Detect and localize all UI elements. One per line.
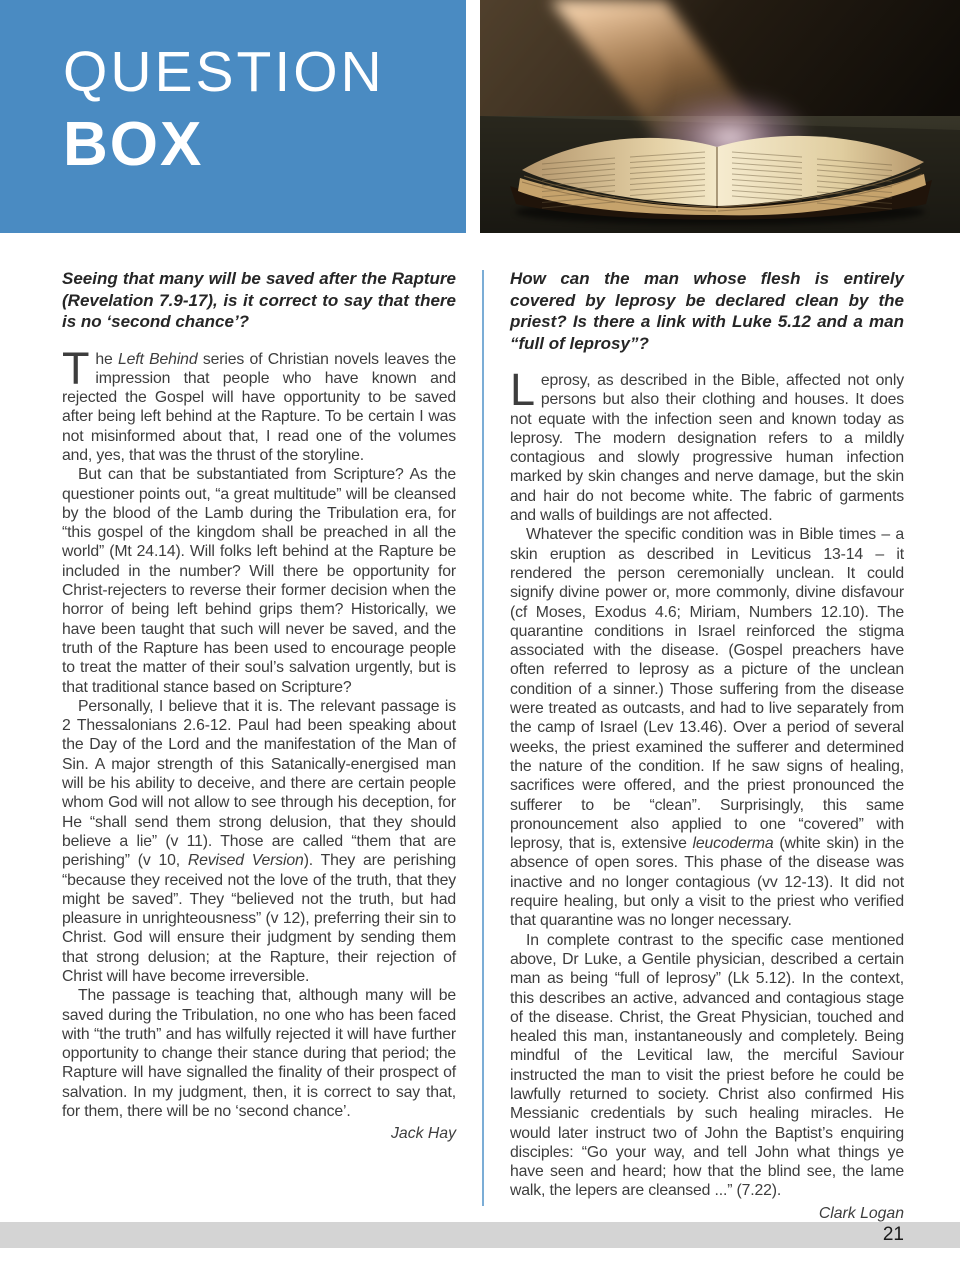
article-paragraph: Personally, I believe that it is. The relevant passage is 2 Thessalonians 2.6-12. Paul had been speaking about the Day of the Lord and the manifestation of the Man of Sin. A major strength of this Satanically-energised man will be his ability to deceive, and there are certain people whom God will not allow to see through his deception, for He “shall send them strong delusion, that they should believe a lie” (v 11). Those are called “them that are perishing” (v 10, Revised Version). They are perishing “because they received not the love of the truth, that they might be saved”. They “believed not the truth, but had pleasure in unrighteousness” (v 12), preferring their sin to Christ. God will ensure their judgment by sending them that strong delusion; at the Rapture, their rejection of Christ will have become irreversible. [62, 697, 457, 985]
article-paragraph: The passage is teaching that, although many will be saved during the Tribulation, no one who has been faced with “the truth” and has wilfully rejected it will have further opportunity to change their stance during that period; the Rapture will have signalled the finality of their prospect of salvation. In my judgment, then, it is correct to say that, for them, there will be no ‘second chance’. [62, 987, 456, 1121]
article-paragraph: Whatever the specific condition was in Bible times – a skin eruption as described in Leviticus 13-14 – it rendered the person ceremonially unclean. It could signify divine power or, more commonly, divine disfavour (cf Moses, Exodus 4.6; Miriam, Numbers 12.10). The quarantine conditions in Israel reinforced the stigma associated with the disease. (Gospel preachers have often referred to leprosy as a picture of the unclean condition of a sinner.) Those suffering from the disease were treated as outcasts, and had to live separately from the camp of Israel (Lev 13.46). Over a period of several weeks, the priest examined the sufferer and determined the nature of the condition. If he saw signs of healing, sacrifices were offered, and the priest pronounced the sufferer to be “clean”. Surprisingly, this same pronouncement also applied to one “covered” with leprosy, that is, extensive leucoderma (white skin) in the absence of open sores. This phase of the disease was inactive and no longer contagious (vv 12-13). It did not require healing, but only a visit to the priest who verified that quarantine was no longer necessary. [510, 526, 904, 930]
article-paragraph: The Left Behind series of Christian novels leaves the impression that people who have known and rejected the Gospel will have opportunity to be saved after being left behind at the Rapture. To be certain I was not misinformed about that, I read one of the volumes and, yes, that was the thrust of the storyline. [62, 342, 456, 464]
article-second-chance [62, 268, 456, 1143]
question-box-masthead [0, 0, 466, 233]
page-number: 21 [882, 1224, 904, 1245]
drop-cap: T [62, 342, 90, 394]
drop-cap: L [510, 364, 535, 415]
article-paragraph: In complete contrast to the specific case mentioned above, Dr Luke, a Gentile physician, described a certain man as being “full of leprosy” (Lk 5.12). In the context, this describes an active, advanced and contagious stage of the disease. Christ, the Great Physician, touched and healed this man, instantaneously and completely. Being mindful of the Levitical law, the merciful Saviour instructed the man to visit the priest before he could be lawfully returned to society. Christ also confirmed His Messianic credentials by such healing miracles. He would later instruct two of John the Baptist’s enquiring disciples: “Go your way, and tell John what things ye have seen and heard; how that the blind see, the lame walk, the lepers are cleansed ...” (7.22). [510, 931, 904, 1200]
column-divider [482, 270, 484, 1206]
article-body [510, 364, 904, 1201]
author-signature: Jack Hay [391, 1125, 456, 1143]
masthead-title-question: QUESTION [63, 40, 385, 104]
open-bible-photo [480, 0, 960, 233]
question-text: How can the man whose flesh is entirely covered by leprosy be declared clean by the priest? Is there a link with Luke 5.12 and a man “full of leprosy”? [510, 269, 904, 353]
author-signature: Clark Logan [818, 1204, 904, 1222]
question-text: Seeing that many will be saved after the Rapture (Revelation 7.9-17), is it correct to say that there is no ‘second chance’? [62, 269, 456, 331]
footer-bar [0, 1222, 960, 1248]
article-paragraph: But can that be substantiated from Scripture? As the questioner points out, “a great multitude” will be cleansed by the blood of the Lamb during the Tribulation era, for “this gospel of the kingdom shall be preached in all the world” (Mt 24.14). Will folks left behind at the Rapture be included in the number? Will there be opportunity for Christ-rejecters to reverse their former decision when the horror of being left behind grips them? Historically, we have been taught that such will never be saved, and the truth of the Rapture has been used to encourage people to treat the matter of their soul’s salvation urgently, but is that traditional stance based on Scripture? [62, 466, 456, 696]
article-paragraph: Leprosy, as described in the Bible, affected not only persons but also their clothing and houses. It does not equate with the infection seen and known today as leprosy. The modern designation refers to a mildly contagious and slowly progressive human infection marked by skin changes and nerve damage, but the skin and hair do not become white. The fabric of garments and walls of buildings are not affected. [510, 364, 904, 525]
masthead-title-box: BOX [63, 110, 204, 179]
article-body [62, 342, 457, 1122]
article-leprosy [510, 268, 904, 1223]
